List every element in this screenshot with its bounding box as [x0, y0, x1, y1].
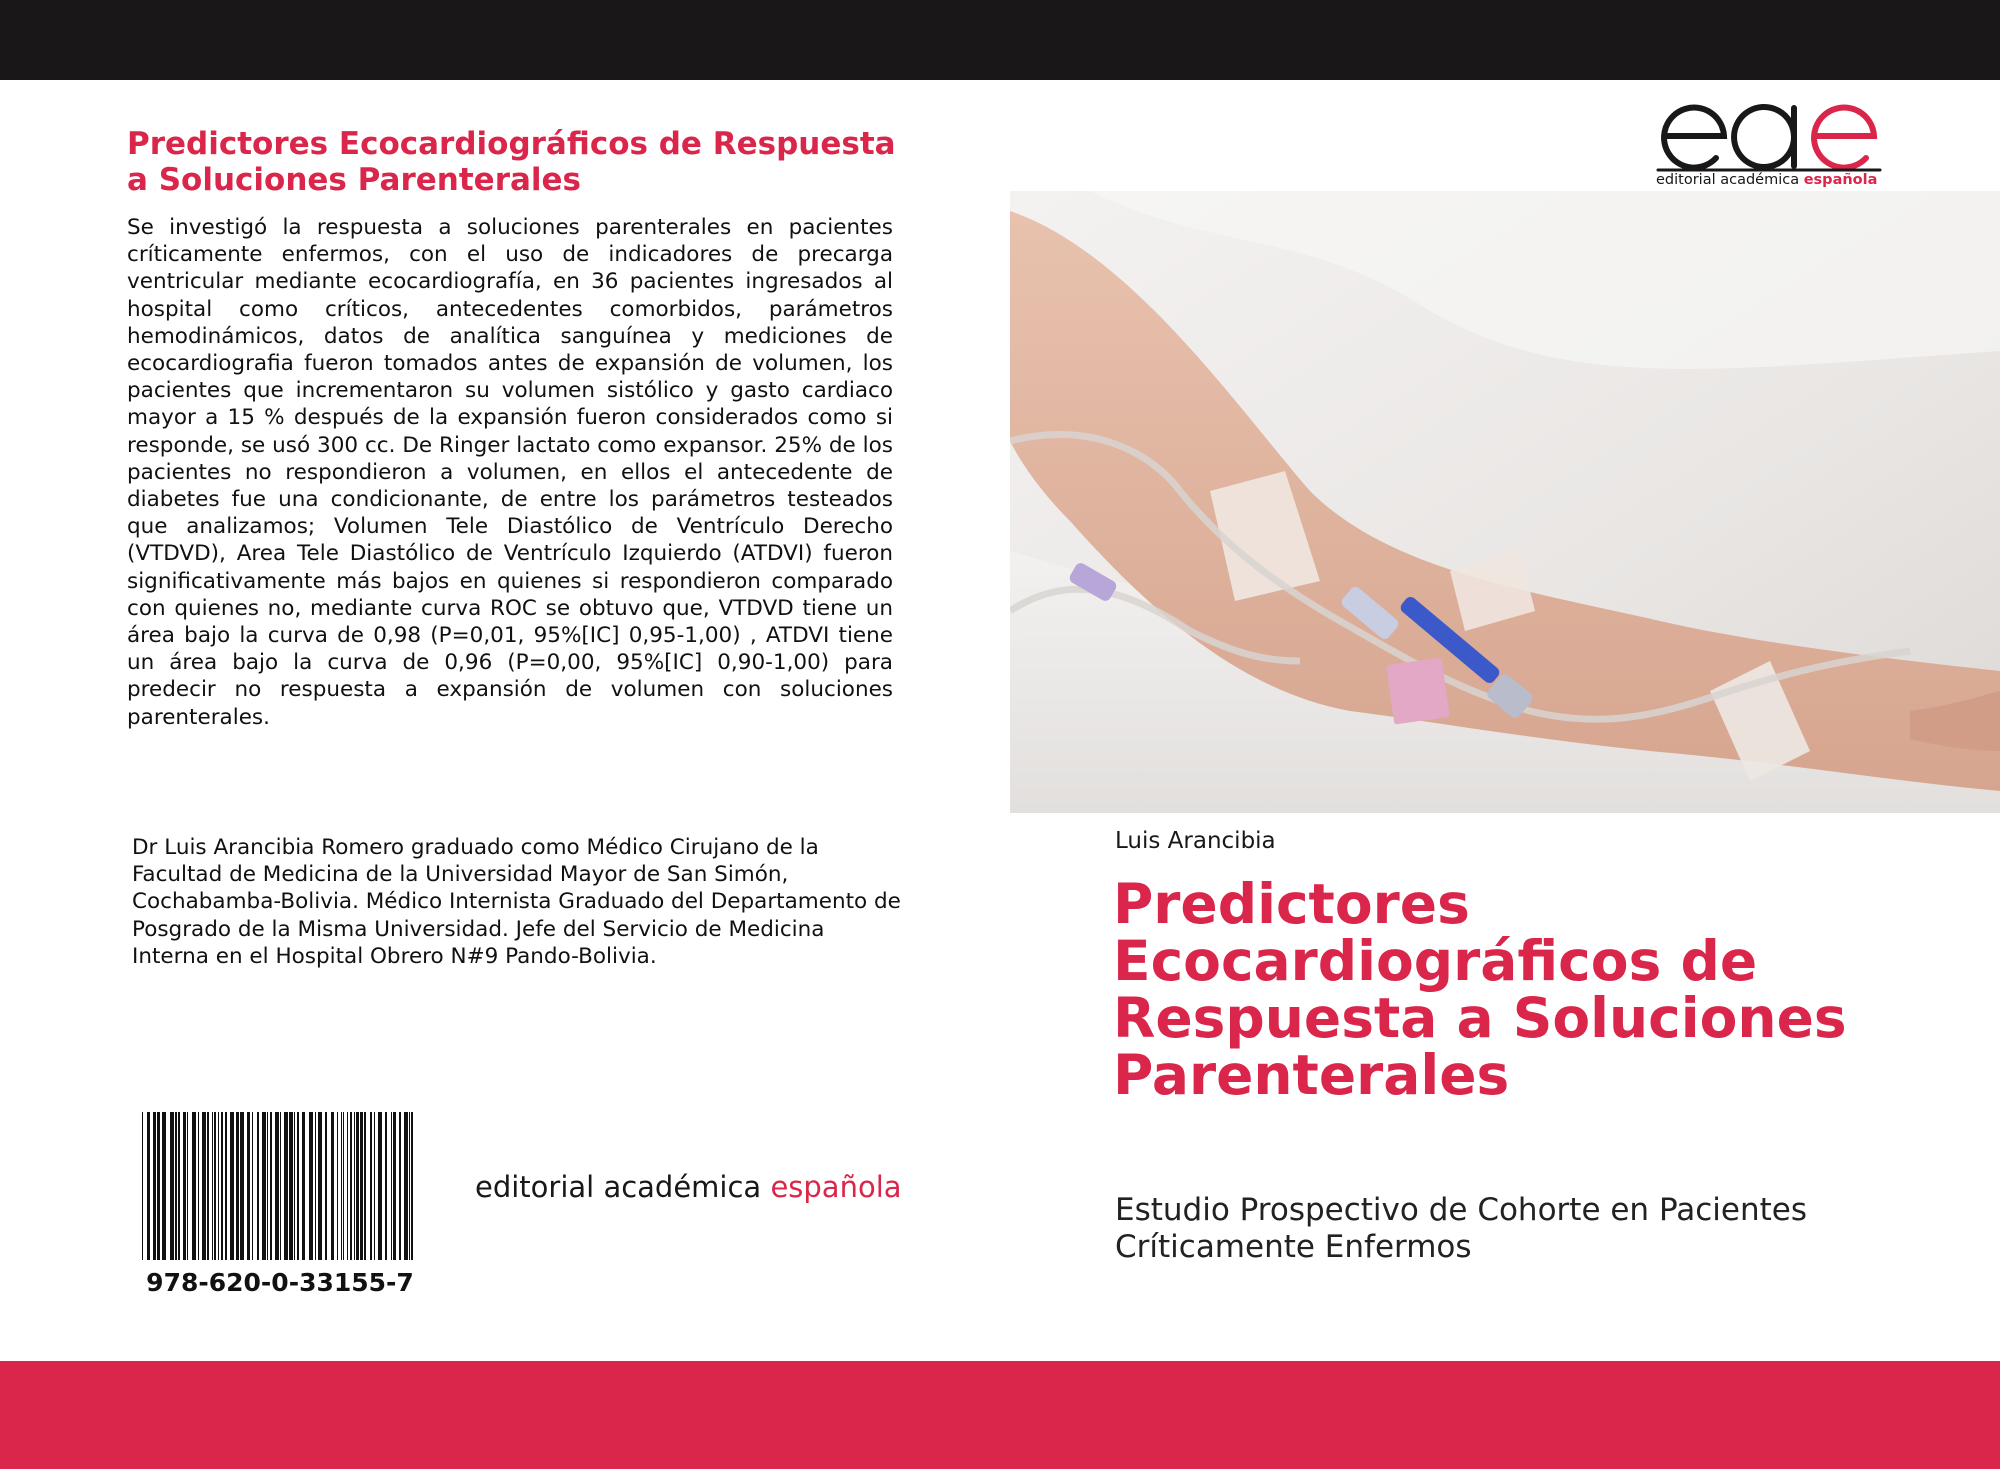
barcode-bar — [212, 1112, 213, 1260]
barcode-bar — [350, 1112, 352, 1260]
barcode-bar — [183, 1112, 186, 1260]
barcode-bar — [393, 1112, 396, 1260]
barcode-bar — [354, 1112, 355, 1260]
barcode-bar — [175, 1112, 177, 1260]
barcode-bar — [318, 1112, 322, 1260]
barcode-bar — [411, 1112, 413, 1260]
barcode-bar — [218, 1112, 219, 1260]
logo-caption-accent: española — [1803, 172, 1878, 188]
barcode-bar — [162, 1112, 166, 1260]
barcode-bar — [198, 1112, 199, 1260]
barcode-bar — [280, 1112, 281, 1260]
logo-caption-main: editorial académica — [1656, 172, 1800, 188]
barcode-bar — [284, 1112, 288, 1260]
barcode-bar — [309, 1112, 313, 1260]
barcode-bar — [370, 1112, 372, 1260]
barcode-bar — [341, 1112, 342, 1260]
barcode-bar — [247, 1112, 250, 1260]
barcode-bar — [230, 1112, 234, 1260]
barcode-bar — [207, 1112, 209, 1260]
barcode-bar — [297, 1112, 299, 1260]
barcode-bar — [225, 1112, 227, 1260]
barcode-bar — [360, 1112, 363, 1260]
barcode-bar — [221, 1112, 223, 1260]
barcode-bar — [214, 1112, 216, 1260]
barcode-bar — [262, 1112, 266, 1260]
front-cover-title: Predictores Ecocardiográficos de Respuesta a Soluciones Parenterales — [1113, 872, 1847, 1107]
barcode-bar — [270, 1112, 272, 1260]
logo-caption — [1656, 172, 1884, 188]
barcode-bar — [142, 1112, 143, 1260]
front-author: Luis Arancibia — [1115, 828, 1276, 854]
front-cover-subtitle: Estudio Prospectivo de Cohorte en Pacientes Críticamente Enfermos — [1115, 1192, 1807, 1265]
bottom-bar — [0, 1361, 2000, 1469]
barcode-bar — [236, 1112, 239, 1260]
barcode-bar — [289, 1112, 293, 1260]
barcode-bar — [187, 1112, 188, 1260]
barcode-bar — [337, 1112, 338, 1260]
barcode-bar — [153, 1112, 156, 1260]
barcode-bar — [192, 1112, 196, 1260]
publisher-name-accent: española — [770, 1170, 902, 1204]
barcode-bar — [374, 1112, 375, 1260]
barcode-bar — [356, 1112, 359, 1260]
barcode-bar — [157, 1112, 160, 1260]
publisher-imprint — [475, 1170, 902, 1204]
barcode-bar — [170, 1112, 174, 1260]
barcode-bar — [147, 1112, 150, 1260]
iv-drip-arm-photo — [1010, 191, 2000, 813]
barcode-bar — [252, 1112, 253, 1260]
isbn-number: 978-620-0-33155-7 — [146, 1268, 414, 1297]
barcode-bar — [409, 1112, 410, 1260]
barcode-bar — [202, 1112, 206, 1260]
abstract-text: Se investigó la respuesta a soluciones parenterales en pacientes críticamente enfermos, con el uso de indicadores de precarga ventricular mediante ecocardiografía, en 36 pacientes ingresados al hospital como críticos, antecedentes comorbidos, parámetros hemodinámicos, datos de analítica sanguínea y mediciones de ecocardiografia fueron tomados antes de expansión de volumen, los pacientes que incrementaron su volumen sistólico y gasto cardiaco mayor a 15 % después de la expansión fueron considerados como si responde, se usó 300 cc. De Ringer lactato como expansor. 25% de los pacientes no respondieron a volumen, en ellos el antecedente de diabetes fue una condicionante, de entre los parámetros testeados que analizamos; Volumen Tele Diastólico de Ventrículo Derecho (VTDVD), Area Tele Diastólico de Ventrículo Izquierdo (ATDVI) fueron significativamente más bajos en quienes si respondieron comparado con quienes no, mediante curva ROC se obtuvo que, VTDVD tiene un área bajo la curva de 0,98 (P=0,01, 95%[IC] 0,95-1,00) , ATDVI tiene un área bajo la curva de 0,96 (P=0,00, 95%[IC] 0,90-1,00) para predecir no respuesta a expansión de volumen con soluciones parenterales. — [127, 215, 893, 730]
barcode-bar — [315, 1112, 316, 1260]
barcode-bar — [391, 1112, 392, 1260]
barcode-icon — [140, 1112, 420, 1264]
barcode-bar — [178, 1112, 180, 1260]
barcode-bar — [331, 1112, 334, 1260]
back-cover-title: Predictores Ecocardiográficos de Respuesta a Soluciones Parenterales — [127, 126, 896, 198]
author-bio: Dr Luis Arancibia Romero graduado como Médico Cirujano de la Facultad de Medicina de la Universidad Mayor de San Simón, Cochabamba-Bolivia. Médico Internista Graduado del Departamento de Posgrado de la Misma Universidad. Jefe del Servicio de Medicina Interna en el Hospital Obrero N#9 Pando-Bolivia. — [132, 835, 901, 969]
barcode-bar — [240, 1112, 244, 1260]
barcode-bar — [294, 1112, 295, 1260]
barcode-bar — [257, 1112, 259, 1260]
publisher-name: editorial académica — [475, 1170, 762, 1204]
barcode-bar — [267, 1112, 268, 1260]
barcode-bar — [399, 1112, 401, 1260]
barcode-bar — [385, 1112, 387, 1260]
barcode-bar — [302, 1112, 305, 1260]
barcode-bar — [404, 1112, 408, 1260]
top-bar — [0, 0, 2000, 80]
barcode-bar — [275, 1112, 279, 1260]
barcode-bar — [347, 1112, 348, 1260]
barcode-bar — [325, 1112, 327, 1260]
barcode-bar — [378, 1112, 382, 1260]
barcode-bar — [343, 1112, 344, 1260]
barcode-bar — [364, 1112, 366, 1260]
